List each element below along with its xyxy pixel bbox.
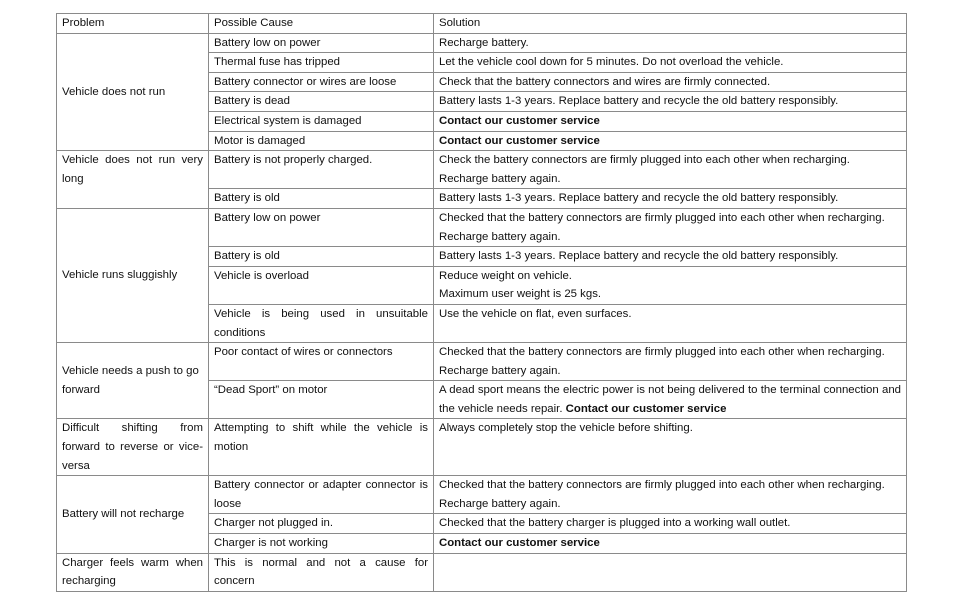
- cause-cell: Motor is damaged: [209, 131, 434, 151]
- problem-cell: Vehicle does not run: [57, 33, 209, 151]
- cause-cell: Poor contact of wires or connectors: [209, 343, 434, 381]
- table-row: [57, 553, 907, 591]
- problem-cell: Vehicle does not run very long: [57, 151, 209, 209]
- solution-cell: [434, 381, 907, 419]
- table-row: [57, 419, 907, 476]
- solution-line: Check the battery connectors are firmly plugged into each other when recharging.: [439, 154, 850, 167]
- troubleshooting-table: [56, 13, 907, 592]
- solution-line: Checked that the battery connectors are firmly plugged into each other when recharging.: [439, 346, 885, 359]
- cause-cell: Battery is not properly charged.: [209, 151, 434, 189]
- problem-cell: Vehicle needs a push to go forward: [57, 343, 209, 419]
- solution-line: Recharge battery again.: [439, 172, 561, 185]
- solution-line: Recharge battery again.: [439, 364, 561, 377]
- problem-cell: Battery will not recharge: [57, 476, 209, 553]
- solution-cell: [434, 343, 907, 381]
- solution-line: Recharge battery again.: [439, 230, 561, 243]
- solution-cell: Battery lasts 1-3 years. Replace battery and recycle the old battery responsibly.: [434, 92, 907, 112]
- header-problem: Problem: [57, 14, 209, 34]
- table-row: [57, 33, 907, 53]
- solution-cell: Contact our customer service: [434, 111, 907, 131]
- solution-cell-empty: [434, 553, 907, 591]
- solution-cell: Contact our customer service: [434, 534, 907, 554]
- cause-cell: Electrical system is damaged: [209, 111, 434, 131]
- solution-line: Recharge battery again.: [439, 497, 561, 510]
- cause-cell: Battery is dead: [209, 92, 434, 112]
- header-row: [57, 14, 907, 34]
- solution-cell: Use the vehicle on flat, even surfaces.: [434, 304, 907, 342]
- solution-cell: Check that the battery connectors and wires are firmly connected.: [434, 72, 907, 92]
- table-row: [57, 151, 907, 189]
- solution-text: A dead sport means the electric power is not being delivered to the terminal connection and the vehicle needs repair.: [439, 384, 901, 415]
- cause-cell: “Dead Sport” on motor: [209, 381, 434, 419]
- solution-cell: [434, 151, 907, 189]
- problem-cell: Vehicle runs sluggishly: [57, 208, 209, 342]
- solution-cell: Let the vehicle cool down for 5 minutes. Do not overload the vehicle.: [434, 53, 907, 73]
- cause-cell: Battery is old: [209, 189, 434, 209]
- solution-line: Reduce weight on vehicle.: [439, 269, 572, 282]
- cause-cell: Vehicle is overload: [209, 266, 434, 304]
- cause-cell: Battery is old: [209, 247, 434, 267]
- cause-cell: Charger is not working: [209, 534, 434, 554]
- solution-cell: Contact our customer service: [434, 131, 907, 151]
- problem-cell: Charger feels warm when recharging: [57, 553, 209, 591]
- table-row: [57, 343, 907, 381]
- table-row: [57, 476, 907, 514]
- cause-cell: Battery low on power: [209, 208, 434, 246]
- cause-cell: Battery low on power: [209, 33, 434, 53]
- cause-cell: Thermal fuse has tripped: [209, 53, 434, 73]
- header-solution: Solution: [434, 14, 907, 34]
- solution-cell: [434, 476, 907, 514]
- cause-cell: Attempting to shift while the vehicle is motion: [209, 419, 434, 476]
- cause-cell: Battery connector or adapter connector is loose: [209, 476, 434, 514]
- header-cause: Possible Cause: [209, 14, 434, 34]
- cause-cell: Charger not plugged in.: [209, 514, 434, 534]
- solution-cell: Checked that the battery charger is plugged into a working wall outlet.: [434, 514, 907, 534]
- cause-cell: This is normal and not a cause for concern: [209, 553, 434, 591]
- cause-cell: Vehicle is being used in unsuitable conditions: [209, 304, 434, 342]
- solution-line: Checked that the battery connectors are firmly plugged into each other when recharging.: [439, 211, 885, 224]
- solution-line: Checked that the battery connectors are firmly plugged into each other when recharging.: [439, 479, 885, 492]
- cause-cell: Battery connector or wires are loose: [209, 72, 434, 92]
- solution-cell: Recharge battery.: [434, 33, 907, 53]
- contact-link-text: Contact our customer service: [565, 402, 727, 415]
- table-row: [57, 208, 907, 246]
- solution-cell: Battery lasts 1-3 years. Replace battery and recycle the old battery responsibly.: [434, 189, 907, 209]
- problem-cell: Difficult shifting from forward to reverse or vice-versa: [57, 419, 209, 476]
- solution-cell: [434, 266, 907, 304]
- solution-cell: Battery lasts 1-3 years. Replace battery and recycle the old battery responsibly.: [434, 247, 907, 267]
- solution-line: Maximum user weight is 25 kgs.: [439, 288, 602, 301]
- solution-cell: [434, 208, 907, 246]
- solution-cell: Always completely stop the vehicle before shifting.: [434, 419, 907, 476]
